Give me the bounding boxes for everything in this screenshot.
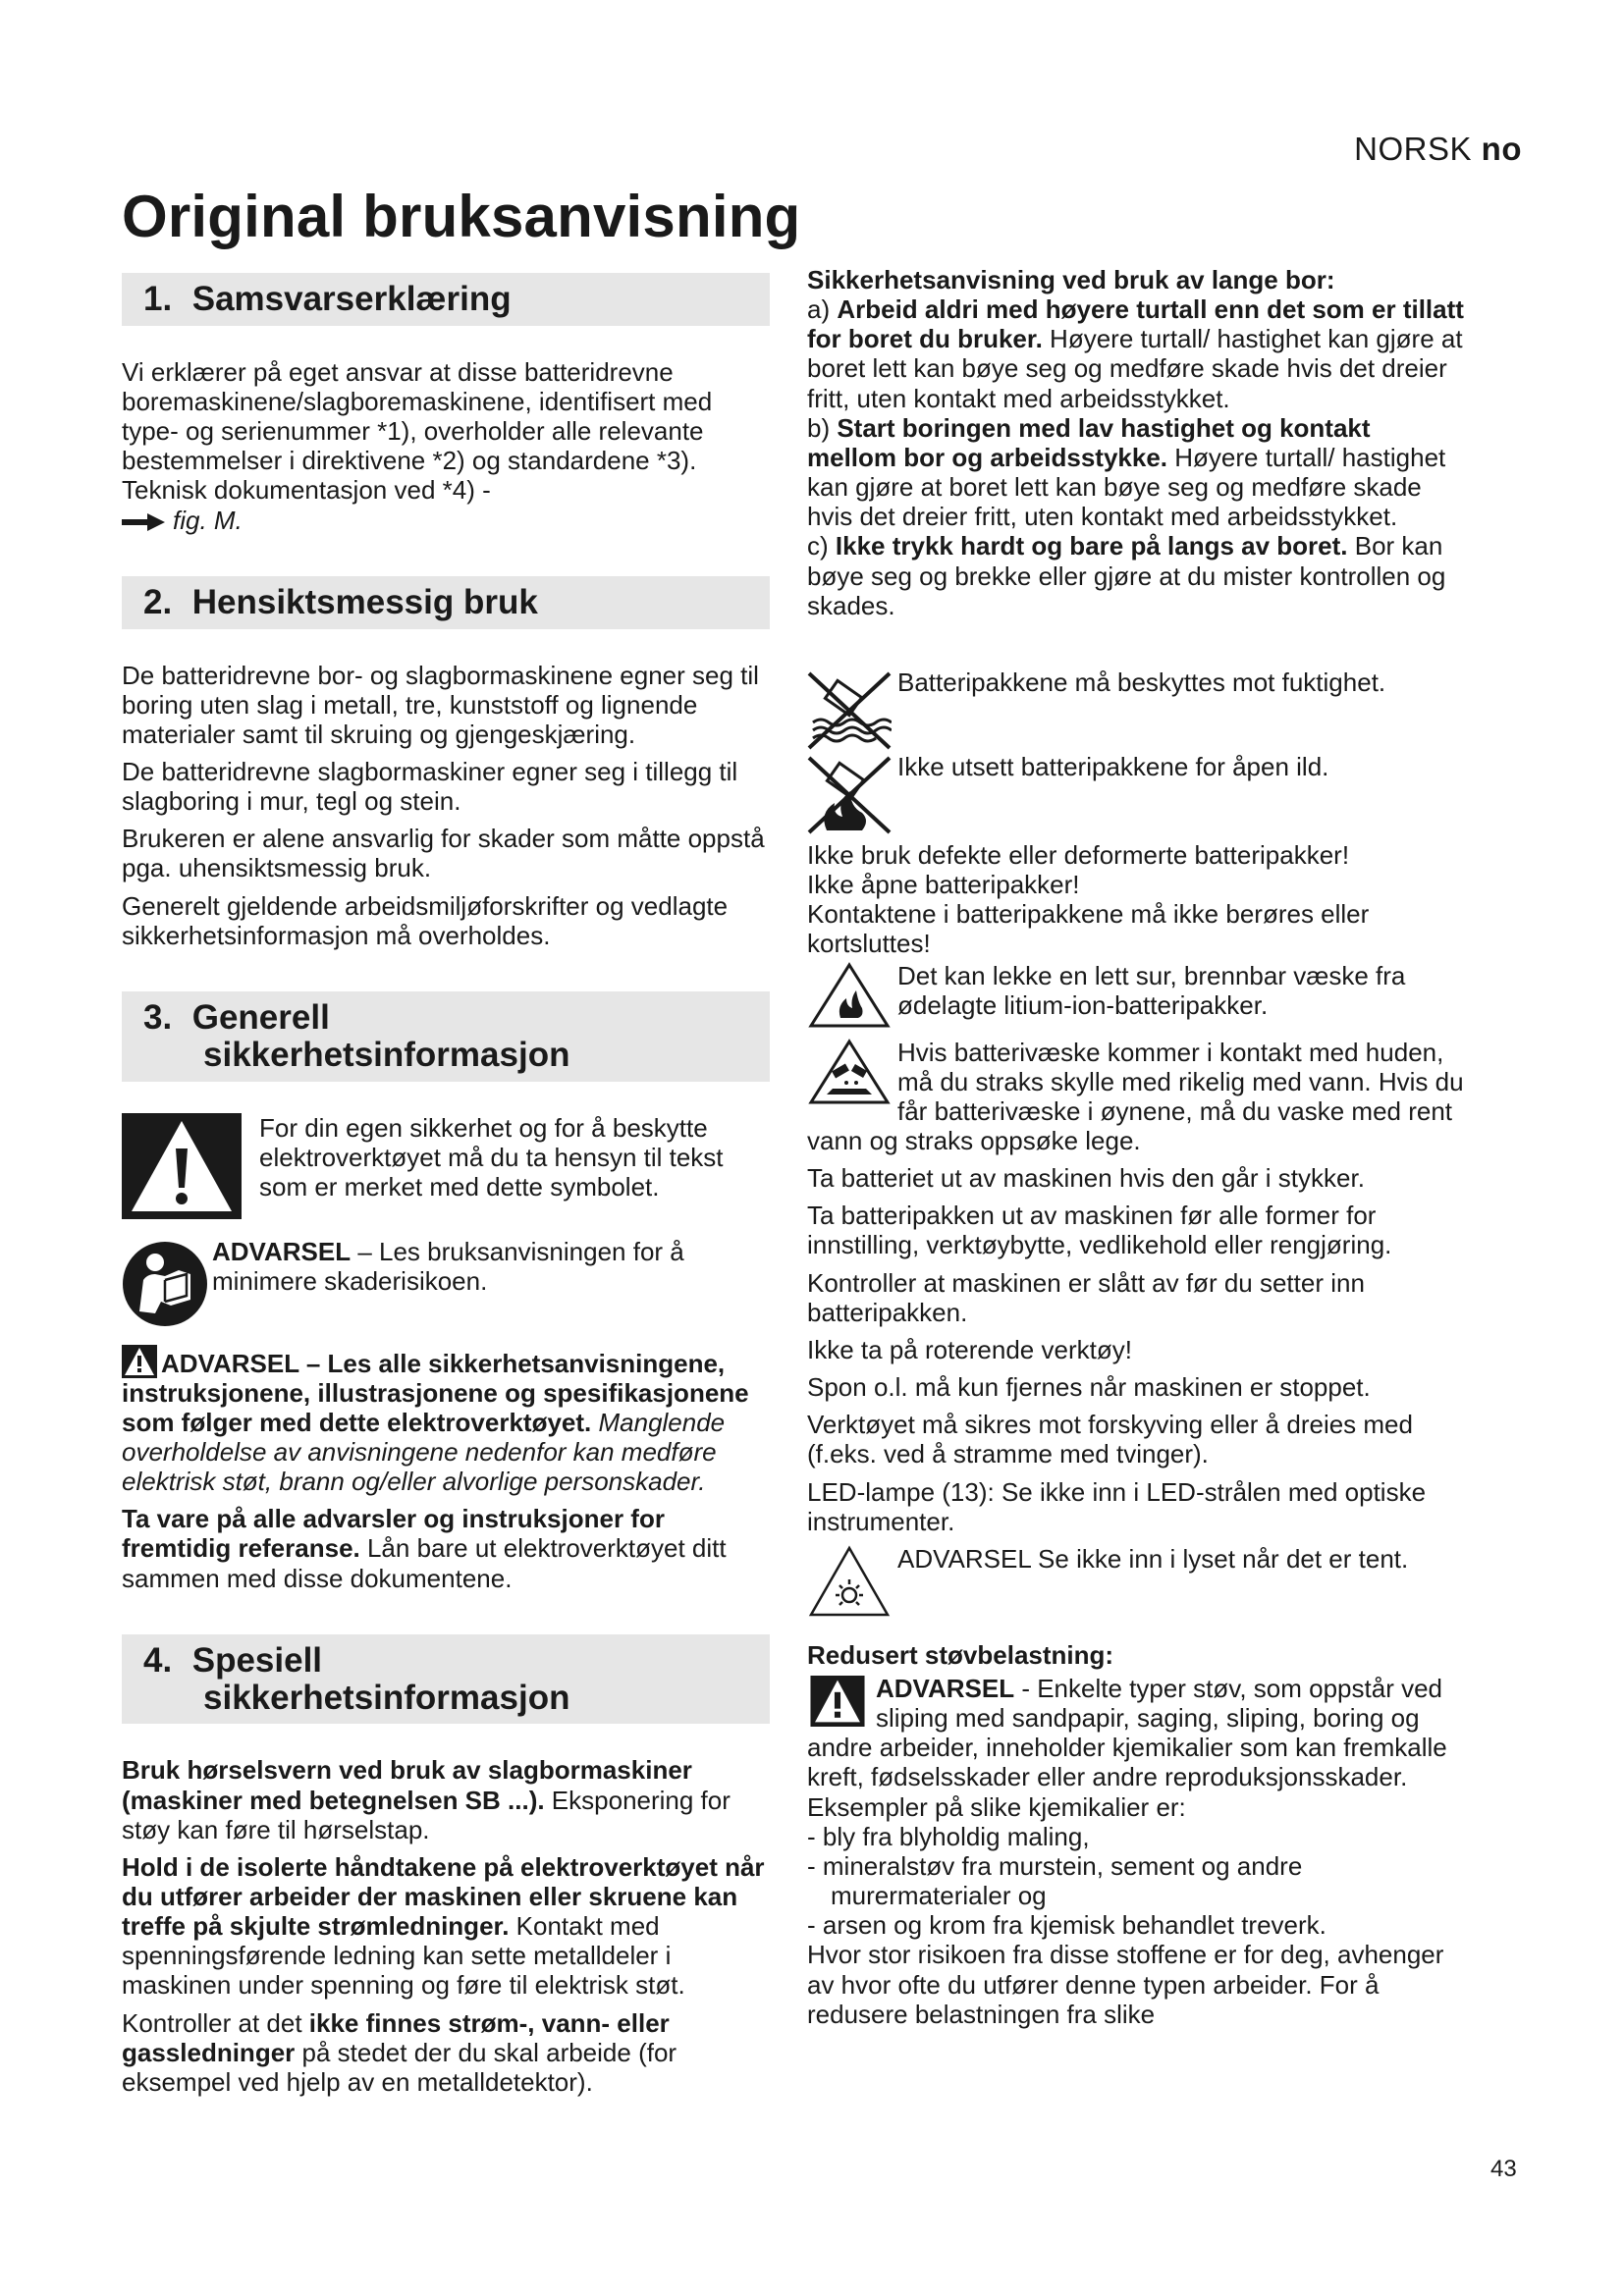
chips-text: Spon o.l. må kun fjernes når maskinen er stoppet. <box>807 1372 1371 1403</box>
defect-text: Ikke bruk defekte eller deformerte batteripakker! <box>807 839 1350 870</box>
keep-instructions: Ta vare på alle advarsler og instruksjoner for fremtidig referanse. Lån bare ut elektroverktøyet ditt sammen med disse dokumentene. <box>122 1504 727 1593</box>
dust-item-2: - mineralstøv fra murstein, sement og andre <box>807 1850 1303 1881</box>
flammable-warning-icon <box>807 961 892 1030</box>
read-all-warnings: ADVARSEL – Les alle sikkerhetsanvisningene, instruksjonene, illustrasjonene og spesifikasjonene som følger med dette elektroverktøyet. Manglende overholdelse av anvisningene nedenfor kan medføre elektrisk støt, brann og/eller alvorlige personskader. <box>122 1345 770 1497</box>
long-bits-heading: Sikkerhetsanvisning ved bruk av lange bor: <box>807 265 1335 294</box>
long-bits-b: b) Start boringen med lav hastighet og kontakt mellom bor og arbeidsstykke. Høyere turtall/ hastighet kan gjøre at boret lett kan bøye seg og medføre skade hvis det dreier fritt, uten kontakt med arbeidsstykket. <box>807 412 1446 532</box>
led-text: LED-lampe (13): Se ikke inn i LED-strålen med optiske instrumenter. <box>807 1476 1427 1536</box>
led-warning-row <box>807 1544 1465 1623</box>
check-off-text: Kontroller at maskinen er slått av før du setter inn batteripakken. <box>807 1267 1365 1327</box>
remove-before-text: Ta batteripakken ut av maskinen før alle former for innstilling, verktøybytte, vedlikehold eller rengjøring. <box>807 1201 1392 1260</box>
read-manual-block <box>122 1237 770 1331</box>
dust-end-text: Hvor stor risikoen fra disse stoffene er for deg, avhenger av hvor ofte du utfører denne typen arbeider. For å redusere belastningen fra slike <box>807 1940 1444 2029</box>
dust-item-1: - bly fra blyholdig maling, <box>807 1821 1090 1851</box>
read-manual-icon <box>122 1241 208 1327</box>
long-bits-a: a) Arbeid aldri med høyere turtall enn det som er tillatt for boret du bruker. Høyere turtall/ hastighet kan gjøre at boret lett kan bøye seg og medføre skade hvis det dreier fritt, uten kontakt med arbeidsstykket. <box>807 294 1464 413</box>
read-manual-bold: ADVARSEL <box>212 1236 352 1266</box>
symbol-note-block <box>122 1113 770 1223</box>
symbol-note-text: For din egen sikkerhet og for å beskytte elektroverktøyet må du ta hensyn til tekst som er merket med dette symbolet. <box>259 1112 724 1201</box>
corrosive-warning-icon <box>807 1038 892 1106</box>
leak-text: Det kan lekke en lett sur, brennbar væske fra ødelagte litium-ion-batteripakker. <box>897 960 1406 1020</box>
insulated-handles: Hold i de isolerte håndtakene på elektroverktøyet når du utfører arbeider der maskinen eller skruene kan treffe på skjulte strømledninger. Kontakt med spenningsførende ledning kan sette metalldeler i maskinen under spenning og føre til elektrisk støt. <box>122 1851 765 2001</box>
left-column <box>122 273 770 2105</box>
dust-heading: Redusert støvbelastning: <box>807 1639 1114 1670</box>
page-title: Original bruksanvisning <box>122 184 801 249</box>
warning-small-icon <box>807 1676 868 1727</box>
no-fire-icon <box>807 752 892 834</box>
page-number: 43 <box>1490 2156 1517 2182</box>
intended-use-p2: De batteridrevne slagbormaskiner egner seg i tillegg til slagboring i mur, tegl og stein. <box>122 757 738 817</box>
open-text: Ikke åpne batteripakker! <box>807 870 1080 900</box>
declaration-text: Vi erklærer på eget ansvar at disse batteridrevne boremaskinene/slagboremaskinene, identifisert med type- og serienummer *1), overholder alle relevante bestemmelser i direktivene *2) og standardene *3). Teknisk dokumentasjon ved *4) - fig. M. <box>122 356 713 535</box>
leak-row <box>807 961 1465 1030</box>
moisture-text: Batteripakkene må beskyttes mot fuktighet. <box>897 667 1386 697</box>
intended-use-p4: Generelt gjeldende arbeidsmiljøforskrifter og vedlagte sikkerhetsinformasjon må overholdes. <box>122 890 729 950</box>
secure-text: Verktøyet må sikres mot forskyving eller å dreies med (f.eks. ved å stramme med tvinger). <box>807 1410 1413 1469</box>
dust-warning: ADVARSEL - Enkelte typer støv, som oppstår ved sliping med sandpapir, saging, sliping, boring og andre arbeider, inneholder kjemikalier som kan fremkalle kreft, fødselsskader eller andre reproduksjonsskader. Eksempler på slike kjemikalier er: <box>807 1674 1447 1822</box>
fire-text: Ikke utsett batteripakkene for åpen ild. <box>897 751 1329 781</box>
fluid-text: Hvis batterivæske kommer i kontakt med huden, må du straks skylle med rikelig med vann. Hvis du får batterivæske i øynene, må du vaske med rent vann og straks oppsøke lege. <box>807 1037 1464 1155</box>
led-warning-icon <box>807 1544 892 1619</box>
no-moisture-icon <box>807 667 892 750</box>
language-name: NORSK <box>1354 131 1472 167</box>
language-code: no <box>1481 131 1522 167</box>
section-heading-3: 3. Generell sikkerhetsinformasjon <box>122 991 770 1082</box>
intended-use-p1: De batteridrevne bor- og slagbormaskinene egner seg til boring uten slag i metall, tre, kunststoff og lignende materialer samt til skruing og gjengeskjæring. <box>122 660 759 749</box>
dust-item-3: - arsen og krom fra kjemisk behandlet treverk. <box>807 1910 1326 1941</box>
arrow-right-icon <box>122 513 165 531</box>
section-heading-2: 2. Hensiktsmessig bruk <box>122 576 770 629</box>
dust-item-2b: murermaterialer og <box>831 1881 1047 1911</box>
led-warning-text: ADVARSEL Se ikke inn i lyset når det er tent. <box>897 1543 1409 1574</box>
remove-broken-text: Ta batteriet ut av maskinen hvis den går i stykker. <box>807 1163 1365 1194</box>
figure-reference: fig. M. <box>173 505 243 535</box>
moisture-row <box>807 667 1465 752</box>
long-bits-c: c) Ikke trykk hardt og bare på langs av boret. Bor kan bøye seg og brekke eller gjøre at du mister kontrollen og skades. <box>807 531 1446 620</box>
warning-triangle-icon <box>122 1113 242 1219</box>
hearing-protection: Bruk hørselsvern ved bruk av slagbormaskiner (maskiner med betegnelsen SB ...). Eksponering for støy kan føre til hørselstap. <box>122 1755 731 1844</box>
fire-row <box>807 752 1465 836</box>
right-column <box>807 265 1465 2029</box>
contacts-text: Kontaktene i batteripakkene må ikke berøres eller kortsluttes! <box>807 899 1370 959</box>
section-heading-1: 1. Samsvarserklæring <box>122 273 770 326</box>
hidden-lines: Kontroller at det ikke finnes strøm-, vann- eller gassledninger på stedet der du skal arbeide (for eksempel ved hjelp av en metalldetektor). <box>122 2007 677 2097</box>
read-manual-text: – Les bruksanvisningen for å minimere skaderisikoen. <box>212 1236 684 1296</box>
no-touch-text: Ikke ta på roterende verktøy! <box>807 1334 1132 1364</box>
warning-small-icon <box>122 1345 157 1378</box>
section-heading-4: 4. Spesiell sikkerhetsinformasjon <box>122 1634 770 1725</box>
language-label <box>1354 131 1522 168</box>
intended-use-p3: Brukeren er alene ansvarlig for skader som måtte oppstå pga. uhensiktsmessig bruk. <box>122 824 765 883</box>
fluid-row <box>807 1038 1465 1156</box>
